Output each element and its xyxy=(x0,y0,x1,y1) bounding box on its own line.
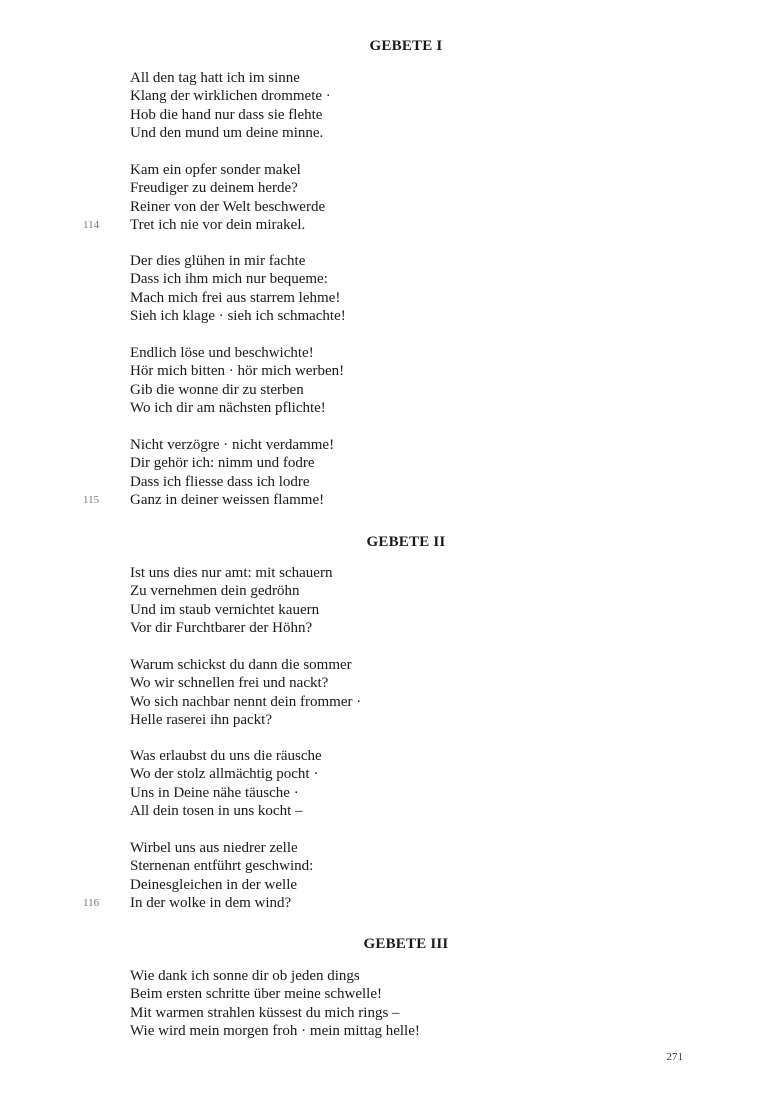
verse-line: Was erlaubst du uns die räusche xyxy=(130,748,322,764)
verse-line: Dir gehör ich: nimm und fodre xyxy=(130,455,315,472)
stanza xyxy=(130,344,650,418)
verse-line: Deinesgleichen in der welle xyxy=(130,876,298,893)
verse-line: Mit warmen strahlen küssest du mich rings – xyxy=(130,1004,400,1021)
verse-line: Zu vernehmen dein gedröhn xyxy=(130,583,300,600)
verse-line: Kam ein opfer sonder makel xyxy=(130,162,301,178)
verse-line: Dass ich fliesse dass ich lodre xyxy=(130,473,310,490)
verse-line: Reiner von der Welt beschwerde xyxy=(130,198,326,215)
verse-line: Endlich löse und beschwichte! xyxy=(130,345,314,361)
verse-line: Wo der stolz allmächtig pocht · xyxy=(130,766,319,783)
verse-line: Hob die hand nur dass sie flehte xyxy=(130,106,323,123)
margin-number: 116 xyxy=(83,897,100,909)
verse-line: Mach mich frei aus starrem lehme! xyxy=(130,289,341,306)
verse-line: Helle raserei ihn packt? xyxy=(130,712,273,729)
verse-line: Dass ich ihm mich nur bequeme: xyxy=(130,271,328,288)
verse-line: Klang der wirklichen drommete · xyxy=(130,88,331,105)
verse-line: Gib die wonne dir zu sterben xyxy=(130,381,304,398)
verse-line: In der wolke in dem wind? xyxy=(130,895,292,912)
verse-line: Freudiger zu deinem herde? xyxy=(130,180,298,197)
verse-line: Wo wir schnellen frei und nackt? xyxy=(130,675,329,692)
verse-line: Tret ich nie vor dein mirakel. xyxy=(130,217,306,234)
margin-number: 115 xyxy=(83,494,100,506)
verse-line: Sieh ich klage · sieh ich schmachte! xyxy=(130,308,346,325)
verse-line: Und den mund um deine minne. xyxy=(130,125,324,142)
verse-line: Ganz in deiner weissen flamme! xyxy=(130,492,325,509)
verse-line: Ist uns dies nur amt: mit schauern xyxy=(130,565,333,581)
stanza xyxy=(130,252,650,326)
verse-line: Wo ich dir am nächsten pflichte! xyxy=(130,400,326,417)
verse-line: Der dies glühen in mir fachte xyxy=(130,253,306,269)
verse-line: Nicht verzögre · nicht verdamme! xyxy=(130,437,335,453)
verse-line: Wie dank ich sonne dir ob jeden dings xyxy=(130,968,360,984)
verse-line: Uns in Deine nähe täusche · xyxy=(130,784,299,801)
verse-line: Wo sich nachbar nennt dein frommer · xyxy=(130,693,362,710)
stanza xyxy=(130,656,650,730)
verse-line: Wie wird mein morgen froh · mein mittag helle! xyxy=(130,1023,420,1040)
verse-line: All dein tosen in uns kocht – xyxy=(130,803,303,820)
verse-line: Und im staub vernichtet kauern xyxy=(130,601,320,618)
stanza xyxy=(130,747,650,821)
stanza xyxy=(130,436,650,510)
stanza xyxy=(130,839,650,913)
verse-line: Wirbel uns aus niedrer zelle xyxy=(130,840,298,856)
stanza xyxy=(130,69,650,143)
margin-number: 114 xyxy=(83,219,100,231)
poem-title: GEBETE III xyxy=(363,936,449,952)
verse-line: Sternenan entführt geschwind: xyxy=(130,858,314,875)
verse-line: All den tag hatt ich im sinne xyxy=(130,70,300,86)
verse-line: Warum schickst du dann die sommer xyxy=(130,657,352,673)
verse-line: Beim ersten schritte über meine schwelle! xyxy=(130,986,382,1003)
stanza xyxy=(130,967,650,1041)
stanza xyxy=(130,161,650,235)
verse-line: Hör mich bitten · hör mich werben! xyxy=(130,363,345,380)
poem-title: GEBETE I xyxy=(369,38,443,54)
verse-line: Vor dir Furchtbarer der Höhn? xyxy=(130,620,313,637)
stanza xyxy=(130,564,650,638)
poem-title: GEBETE II xyxy=(366,534,446,550)
page-number: 271 xyxy=(666,1051,683,1063)
